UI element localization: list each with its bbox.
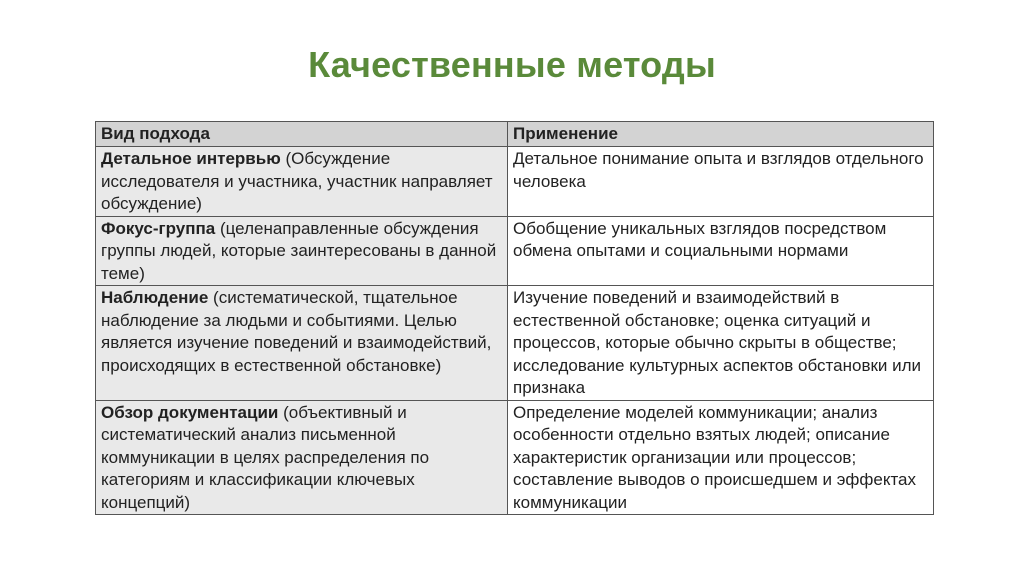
methods-table xyxy=(95,121,934,515)
approach-cell xyxy=(96,286,508,401)
table-row xyxy=(96,147,934,217)
application-cell: Изучение поведений и взаимодействий в естественной обстановке; оценка ситуаций и процессов, которые обычно скрыты в обществе; исследование культурных аспектов обстановки или признака xyxy=(508,286,934,401)
table-row xyxy=(96,216,934,286)
table-row xyxy=(96,400,934,515)
approach-description: (систематической, тщательное наблюдение за людьми и событиями. Целью является изучение поведений и взаимодействий, происходящих в естественной обстановке) xyxy=(101,288,492,375)
approach-description: (Обсуждение исследователя и участника, участник направляет обсуждение) xyxy=(101,149,493,213)
header-approach: Вид подхода xyxy=(96,122,508,147)
slide-title: Качественные методы xyxy=(308,44,716,85)
approach-name: Фокус-группа xyxy=(101,218,216,238)
approach-cell xyxy=(96,400,508,515)
approach-name: Обзор документации xyxy=(101,402,279,422)
header-application: Применение xyxy=(508,122,934,147)
table-header-row xyxy=(96,122,934,147)
approach-description: (целенаправленные обсуждения группы людей, которые заинтересованы в данной теме) xyxy=(101,218,497,283)
approach-name: Детальное интервью xyxy=(101,149,281,168)
approach-description: (объективный и систематический анализ письменной коммуникации в целях распределения по категориям и классификации ключевых концепций) xyxy=(101,402,430,512)
application-cell: Обобщение уникальных взглядов посредством обмена опытами и социальными нормами xyxy=(508,216,934,286)
approach-cell xyxy=(96,147,508,217)
application-cell: Определение моделей коммуникации; анализ особенности отдельно взятых людей; описание характеристик организации или процессов; составление выводов о происшедшем и эффектах коммуникации xyxy=(508,400,934,515)
approach-name: Наблюдение xyxy=(101,288,209,307)
application-cell: Детальное понимание опыта и взглядов отдельного человека xyxy=(508,147,934,217)
table-row xyxy=(96,286,934,401)
approach-cell xyxy=(96,216,508,286)
